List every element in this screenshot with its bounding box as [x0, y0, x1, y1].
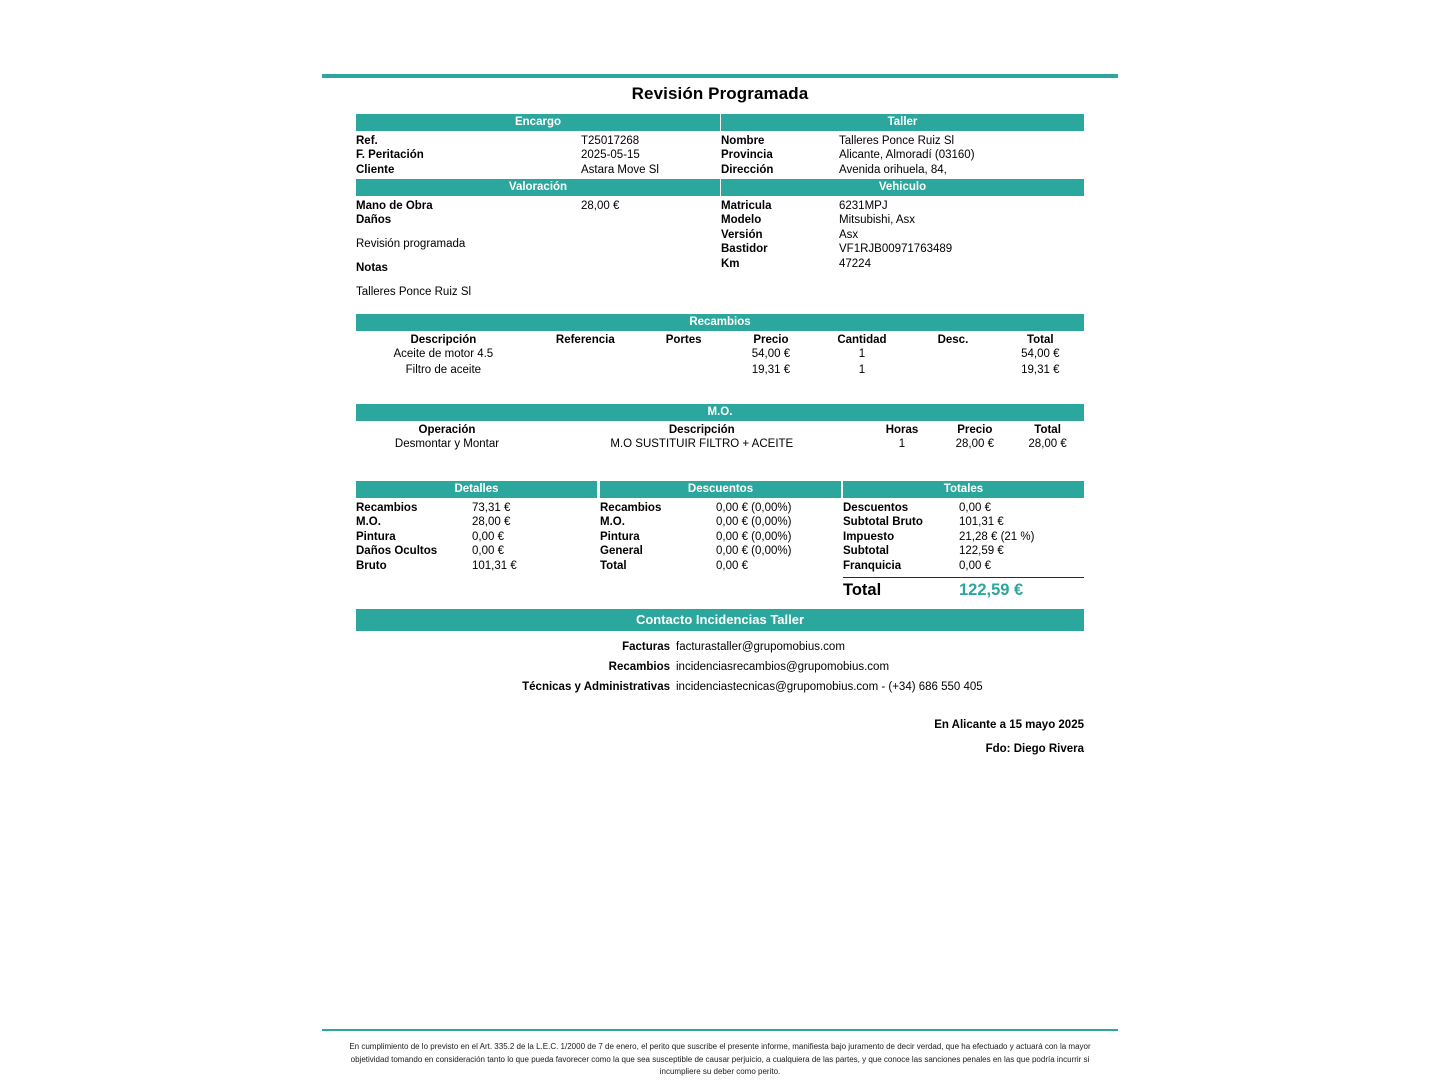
section-header-detalles: Detalles [356, 481, 597, 498]
summary-row [356, 501, 597, 515]
summary-label: M.O. [600, 516, 625, 529]
table-row [356, 347, 1084, 363]
summary-value: 0,00 € (0,00%) [716, 516, 792, 529]
summary-value: 0,00 € (0,00%) [716, 530, 792, 543]
section-header-valoracion: Valoración [356, 179, 720, 196]
field-row [356, 148, 720, 162]
grand-total-label: Total [843, 581, 882, 600]
mano-obra-table [356, 421, 1084, 453]
cell-cantidad: 1 [858, 348, 866, 360]
encargo-fields [356, 131, 720, 177]
field-row-mano-de-obra [356, 199, 720, 213]
summary-value: 21,28 € (21 %) [959, 530, 1035, 543]
summary-value: 28,00 € [472, 516, 511, 529]
summary-row [356, 544, 597, 558]
section-header-encargo: Encargo [356, 114, 720, 131]
summary-label: Subtotal [843, 545, 889, 558]
summary-row [843, 501, 1084, 515]
taller-fields [721, 131, 1084, 177]
field-row [721, 199, 1084, 213]
cell-descripcion: Aceite de motor 4.5 [393, 348, 494, 360]
summary-label: Pintura [600, 530, 640, 543]
contact-value[interactable]: incidenciastecnicas@grupomobius.com - (+34) 686 550 405 [676, 681, 983, 693]
summary-row [843, 559, 1084, 573]
summary-value: 73,31 € [472, 502, 511, 514]
summary-row [356, 559, 597, 573]
section-taller [721, 114, 1084, 177]
summary-value: 0,00 € [472, 545, 504, 558]
cell-desc [909, 363, 996, 379]
summary-label: Impuesto [843, 530, 895, 543]
section-descuentos [600, 481, 841, 573]
field-row [356, 163, 720, 177]
summary-label: Recambios [600, 502, 662, 514]
field-row [721, 257, 1084, 271]
section-vehiculo [721, 179, 1084, 271]
field-label: Matricula [721, 200, 772, 212]
field-value: Astara Move Sl [581, 163, 659, 176]
summary-label: Subtotal Bruto [843, 516, 923, 529]
field-value: Talleres Ponce Ruiz Sl [839, 135, 955, 147]
cell-horas: 1 [898, 438, 906, 450]
summary-row [600, 501, 841, 515]
section-mano-obra [356, 404, 1084, 453]
field-label: F. Peritación [356, 149, 424, 162]
summary-row [600, 544, 841, 558]
field-label: Provincia [721, 149, 773, 162]
summary-value: 0,00 € [959, 559, 991, 572]
column-header-desc: Desc. [937, 334, 969, 346]
contact-label: Técnicas y Administrativas [522, 681, 670, 693]
contact-value[interactable]: incidenciasrecambios@grupomobius.com [676, 661, 890, 673]
table-row [356, 363, 1084, 379]
summary-value: 0,00 € [716, 559, 748, 572]
summary-value: 0,00 € (0,00%) [716, 502, 792, 514]
section-header-vehiculo: Vehiculo [721, 179, 1084, 196]
cell-precio: 54,00 € [751, 348, 791, 360]
cell-referencia [531, 347, 640, 363]
summary-row [600, 530, 841, 544]
table-row [356, 437, 1084, 453]
column-header-descripcion: Descripción [410, 334, 477, 346]
grand-total-value: 122,59 € [959, 581, 1024, 600]
field-row [356, 134, 720, 148]
field-label: Ref. [356, 135, 378, 147]
field-value: 2025-05-15 [581, 149, 640, 162]
summary-label: Daños Ocultos [356, 545, 438, 558]
summary-value: 0,00 € [472, 530, 504, 543]
contact-label: Facturas [622, 641, 670, 653]
field-row [721, 148, 1084, 162]
contact-row [356, 637, 1084, 657]
field-label: Km [721, 257, 740, 270]
signature-name: Fdo: Diego Rivera [985, 743, 1084, 755]
table-header-row [356, 421, 1084, 437]
cell-total: 19,31 € [1021, 363, 1060, 376]
field-label: Daños [356, 214, 392, 227]
summary-label: M.O. [356, 516, 381, 529]
cell-desc [909, 347, 996, 363]
field-label: Mano de Obra [356, 200, 433, 212]
totales-list [843, 498, 1084, 600]
section-header-totales: Totales [843, 481, 1084, 498]
cell-total: 54,00 € [1021, 348, 1060, 360]
section-totales [843, 481, 1084, 600]
summary-label: Total [600, 559, 627, 572]
cell-cantidad: 1 [858, 363, 866, 376]
contact-row [356, 677, 1084, 697]
cell-portes [640, 363, 727, 379]
summary-label: Descuentos [843, 502, 909, 514]
contact-row [356, 657, 1084, 677]
section-detalles [356, 481, 597, 573]
descuentos-list [600, 498, 841, 573]
column-header-cantidad: Cantidad [837, 334, 887, 346]
summary-label: General [600, 545, 643, 558]
column-header-horas: Horas [885, 424, 919, 436]
summary-value: 0,00 € (0,00%) [716, 545, 792, 558]
column-header-total: Total [1034, 424, 1061, 436]
cell-precio: 28,00 € [955, 438, 994, 450]
notas-label: Notas [356, 262, 388, 275]
section-header-contacto: Contacto Incidencias Taller [356, 609, 1084, 631]
field-value: Alicante, Almoradí (03160) [839, 149, 975, 162]
field-label: Dirección [721, 163, 774, 176]
summary-row [843, 544, 1084, 558]
column-header-descripcion: Descripción [668, 424, 735, 436]
contact-label: Recambios [608, 661, 670, 673]
summary-value: 122,59 € [959, 545, 1004, 558]
section-header-taller: Taller [721, 114, 1084, 131]
bottom-divider-rule [322, 1029, 1118, 1031]
field-row [721, 134, 1084, 148]
summary-value: 101,31 € [472, 559, 517, 572]
section-valoracion [356, 179, 720, 299]
field-value: Asx [839, 228, 859, 241]
section-header-recambios: Recambios [356, 314, 1084, 331]
field-row-danos [356, 213, 720, 227]
field-label: Versión [721, 228, 763, 241]
cell-referencia [531, 363, 640, 379]
section-recambios [356, 314, 1084, 378]
field-label: Modelo [721, 214, 762, 227]
cell-precio: 19,31 € [751, 363, 791, 376]
summary-label: Bruto [356, 559, 387, 572]
field-label: Nombre [721, 135, 765, 147]
danos-text: Revisión programada [356, 237, 466, 250]
summary-label: Pintura [356, 530, 396, 543]
table-header-row [356, 331, 1084, 347]
contacto-list [356, 637, 1084, 697]
cell-portes [640, 347, 727, 363]
cell-descripcion: Filtro de aceite [405, 363, 482, 376]
column-header-referencia: Referencia [555, 334, 615, 346]
recambios-table [356, 331, 1084, 378]
field-value: Avenida orihuela, 84, [839, 163, 947, 176]
column-header-total: Total [1026, 334, 1054, 346]
top-divider-rule [322, 74, 1118, 78]
contact-value[interactable]: facturastaller@grupomobius.com [676, 641, 845, 653]
field-row [721, 163, 1084, 177]
cell-total: 28,00 € [1028, 438, 1067, 450]
field-value: 28,00 € [581, 200, 620, 212]
field-value: T25017268 [581, 135, 640, 147]
field-label: Bastidor [721, 243, 768, 256]
column-header-precio: Precio [753, 334, 789, 346]
valoracion-fields [356, 196, 720, 299]
footer-legal-text: En cumplimiento de lo previsto en el Art. 335.2 de la L.E.C. 1/2000 de 7 de enero, el perito que suscribe el presente informe, manifiesta bajo juramento de decir verdad, que ha efectuado y actuará con la mayor objetividad tomando en consideración tanto lo que pueda favorecer como la que sea susceptible de causar perjuicio, a cualquiera de las partes, y que conoce las sanciones penales en las que podría incurrir si incumpliere su deber como perito. [349, 1042, 1091, 1077]
report-page [322, 0, 1118, 1080]
summary-row [356, 515, 597, 529]
field-row [721, 228, 1084, 242]
field-value: Mitsubishi, Asx [839, 214, 916, 227]
field-row [721, 213, 1084, 227]
summary-value: 0,00 € [959, 502, 991, 514]
vehiculo-fields [721, 196, 1084, 271]
cell-descripcion: M.O SUSTITUIR FILTRO + ACEITE [610, 438, 794, 450]
notas-text: Talleres Ponce Ruiz Sl [356, 285, 472, 298]
section-header-descuentos: Descuentos [600, 481, 841, 498]
signature-place-date: En Alicante a 15 mayo 2025 [934, 719, 1084, 731]
field-row [721, 242, 1084, 256]
summary-label: Franquicia [843, 559, 902, 572]
section-header-mano-obra: M.O. [356, 404, 1084, 421]
section-encargo [356, 114, 720, 177]
column-header-precio: Precio [957, 424, 993, 436]
detalles-list [356, 498, 597, 573]
summary-row [356, 530, 597, 544]
column-header-operacion: Operación [418, 424, 476, 436]
summary-value: 101,31 € [959, 516, 1004, 529]
summary-label: Recambios [356, 502, 418, 514]
page-title: Revisión Programada [631, 84, 809, 103]
field-label: Cliente [356, 163, 395, 176]
summary-row [600, 559, 841, 573]
column-header-portes: Portes [665, 334, 702, 346]
summary-row [843, 515, 1084, 529]
summary-row [600, 515, 841, 529]
field-value: 6231MPJ [839, 200, 888, 212]
field-value: 47224 [839, 257, 871, 270]
summary-row [843, 530, 1084, 544]
grand-total-row [843, 577, 1084, 600]
field-value: VF1RJB00971763489 [839, 243, 953, 256]
cell-operacion: Desmontar y Montar [394, 438, 500, 450]
